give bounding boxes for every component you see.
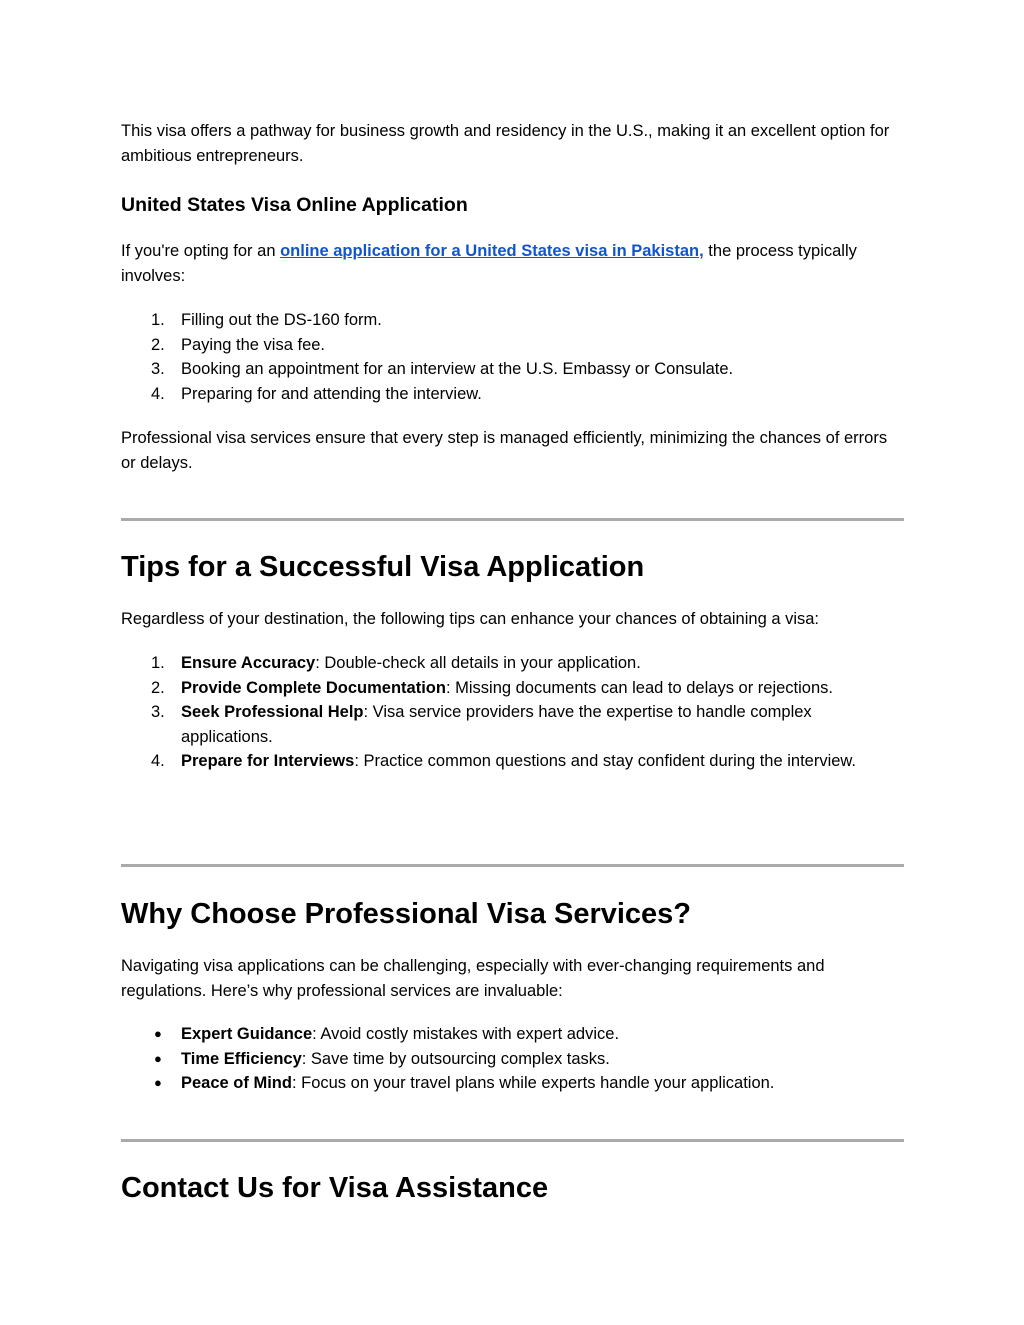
list-number: 1. — [151, 311, 165, 329]
benefits-list — [121, 1022, 904, 1096]
list-item — [121, 676, 904, 701]
list-number: 1. — [151, 654, 165, 672]
section-divider — [121, 1139, 904, 1142]
tip-title: Seek Professional Help — [181, 703, 364, 721]
why-choose-intro-paragraph: Navigating visa applications can be challenging, especially with ever-changing requirements and regulations. Here’s why professional services are invaluable: — [121, 957, 825, 1000]
online-application-heading: United States Visa Online Application — [121, 194, 468, 216]
tips-list — [121, 651, 904, 774]
list-number: 4. — [151, 384, 165, 403]
bullet-icon: ● — [154, 1075, 162, 1090]
list-item — [121, 749, 904, 774]
list-item-text: Booking an appointment for an interview at the U.S. Embassy or Consulate. — [181, 360, 734, 378]
benefit-text: : Focus on your travel plans while experts handle your application. — [291, 1074, 775, 1092]
list-number: 3. — [151, 360, 165, 378]
tip-text: : Practice common questions and stay confident during the interview. — [354, 752, 857, 770]
lead-after-text: the process typically involves: — [121, 242, 857, 285]
lead-before-text: If you're opting for an — [121, 242, 281, 260]
tip-title: Provide Complete Documentation — [181, 678, 446, 697]
tip-text: : Double-check all details in your application. — [315, 654, 641, 672]
tip-title: Prepare for Interviews — [181, 752, 355, 770]
list-number: 2. — [151, 335, 165, 354]
benefit-title: Peace of Mind — [181, 1074, 292, 1092]
list-item — [121, 1022, 904, 1047]
professional-services-paragraph: Professional visa services ensure that every step is managed efficiently, minimizing the chances of errors or delays. — [121, 429, 888, 472]
list-number: 3. — [151, 703, 165, 721]
list-item — [121, 651, 904, 676]
tip-title: Ensure Accuracy — [181, 654, 316, 672]
benefit-title: Time Efficiency — [181, 1049, 302, 1068]
list-item — [121, 1047, 904, 1072]
link-comma[interactable]: , — [699, 242, 704, 260]
list-number: 4. — [151, 752, 165, 770]
list-item — [121, 357, 904, 382]
list-item — [121, 1071, 904, 1096]
list-item-text: Paying the visa fee. — [181, 335, 326, 354]
list-number: 2. — [151, 678, 165, 697]
tip-text: : Visa service providers have the expertise to handle complex applications. — [181, 703, 812, 746]
section-divider — [121, 864, 904, 867]
bullet-icon: ● — [154, 1050, 162, 1066]
tip-text: : Missing documents can lead to delays or rejections. — [445, 678, 833, 697]
tips-heading: Tips for a Successful Visa Application — [121, 551, 645, 583]
bullet-icon: ● — [154, 1026, 162, 1041]
intro-paragraph: This visa offers a pathway for business growth and residency in the U.S., making it an excellent option for ambitious entrepreneurs. — [121, 122, 890, 165]
contact-heading: Contact Us for Visa Assistance — [121, 1172, 549, 1204]
list-item — [121, 382, 904, 407]
why-choose-heading: Why Choose Professional Visa Services? — [121, 898, 692, 930]
list-item — [121, 700, 904, 749]
online-application-lead — [121, 239, 904, 288]
us-visa-pakistan-link[interactable]: online application for a United States visa in Pakistan — [280, 242, 700, 260]
benefit-text: : Save time by outsourcing complex tasks. — [301, 1049, 610, 1068]
application-steps-list — [121, 308, 904, 406]
list-item-text: Preparing for and attending the interview. — [181, 384, 482, 403]
benefit-title: Expert Guidance — [181, 1025, 313, 1043]
benefit-text: : Avoid costly mistakes with expert advice. — [312, 1025, 620, 1043]
section-divider — [121, 518, 904, 521]
list-item — [121, 333, 904, 358]
list-item-text: Filling out the DS-160 form. — [181, 311, 382, 329]
list-item — [121, 308, 904, 333]
tips-intro-paragraph: Regardless of your destination, the following tips can enhance your chances of obtaining a visa: — [121, 610, 820, 628]
